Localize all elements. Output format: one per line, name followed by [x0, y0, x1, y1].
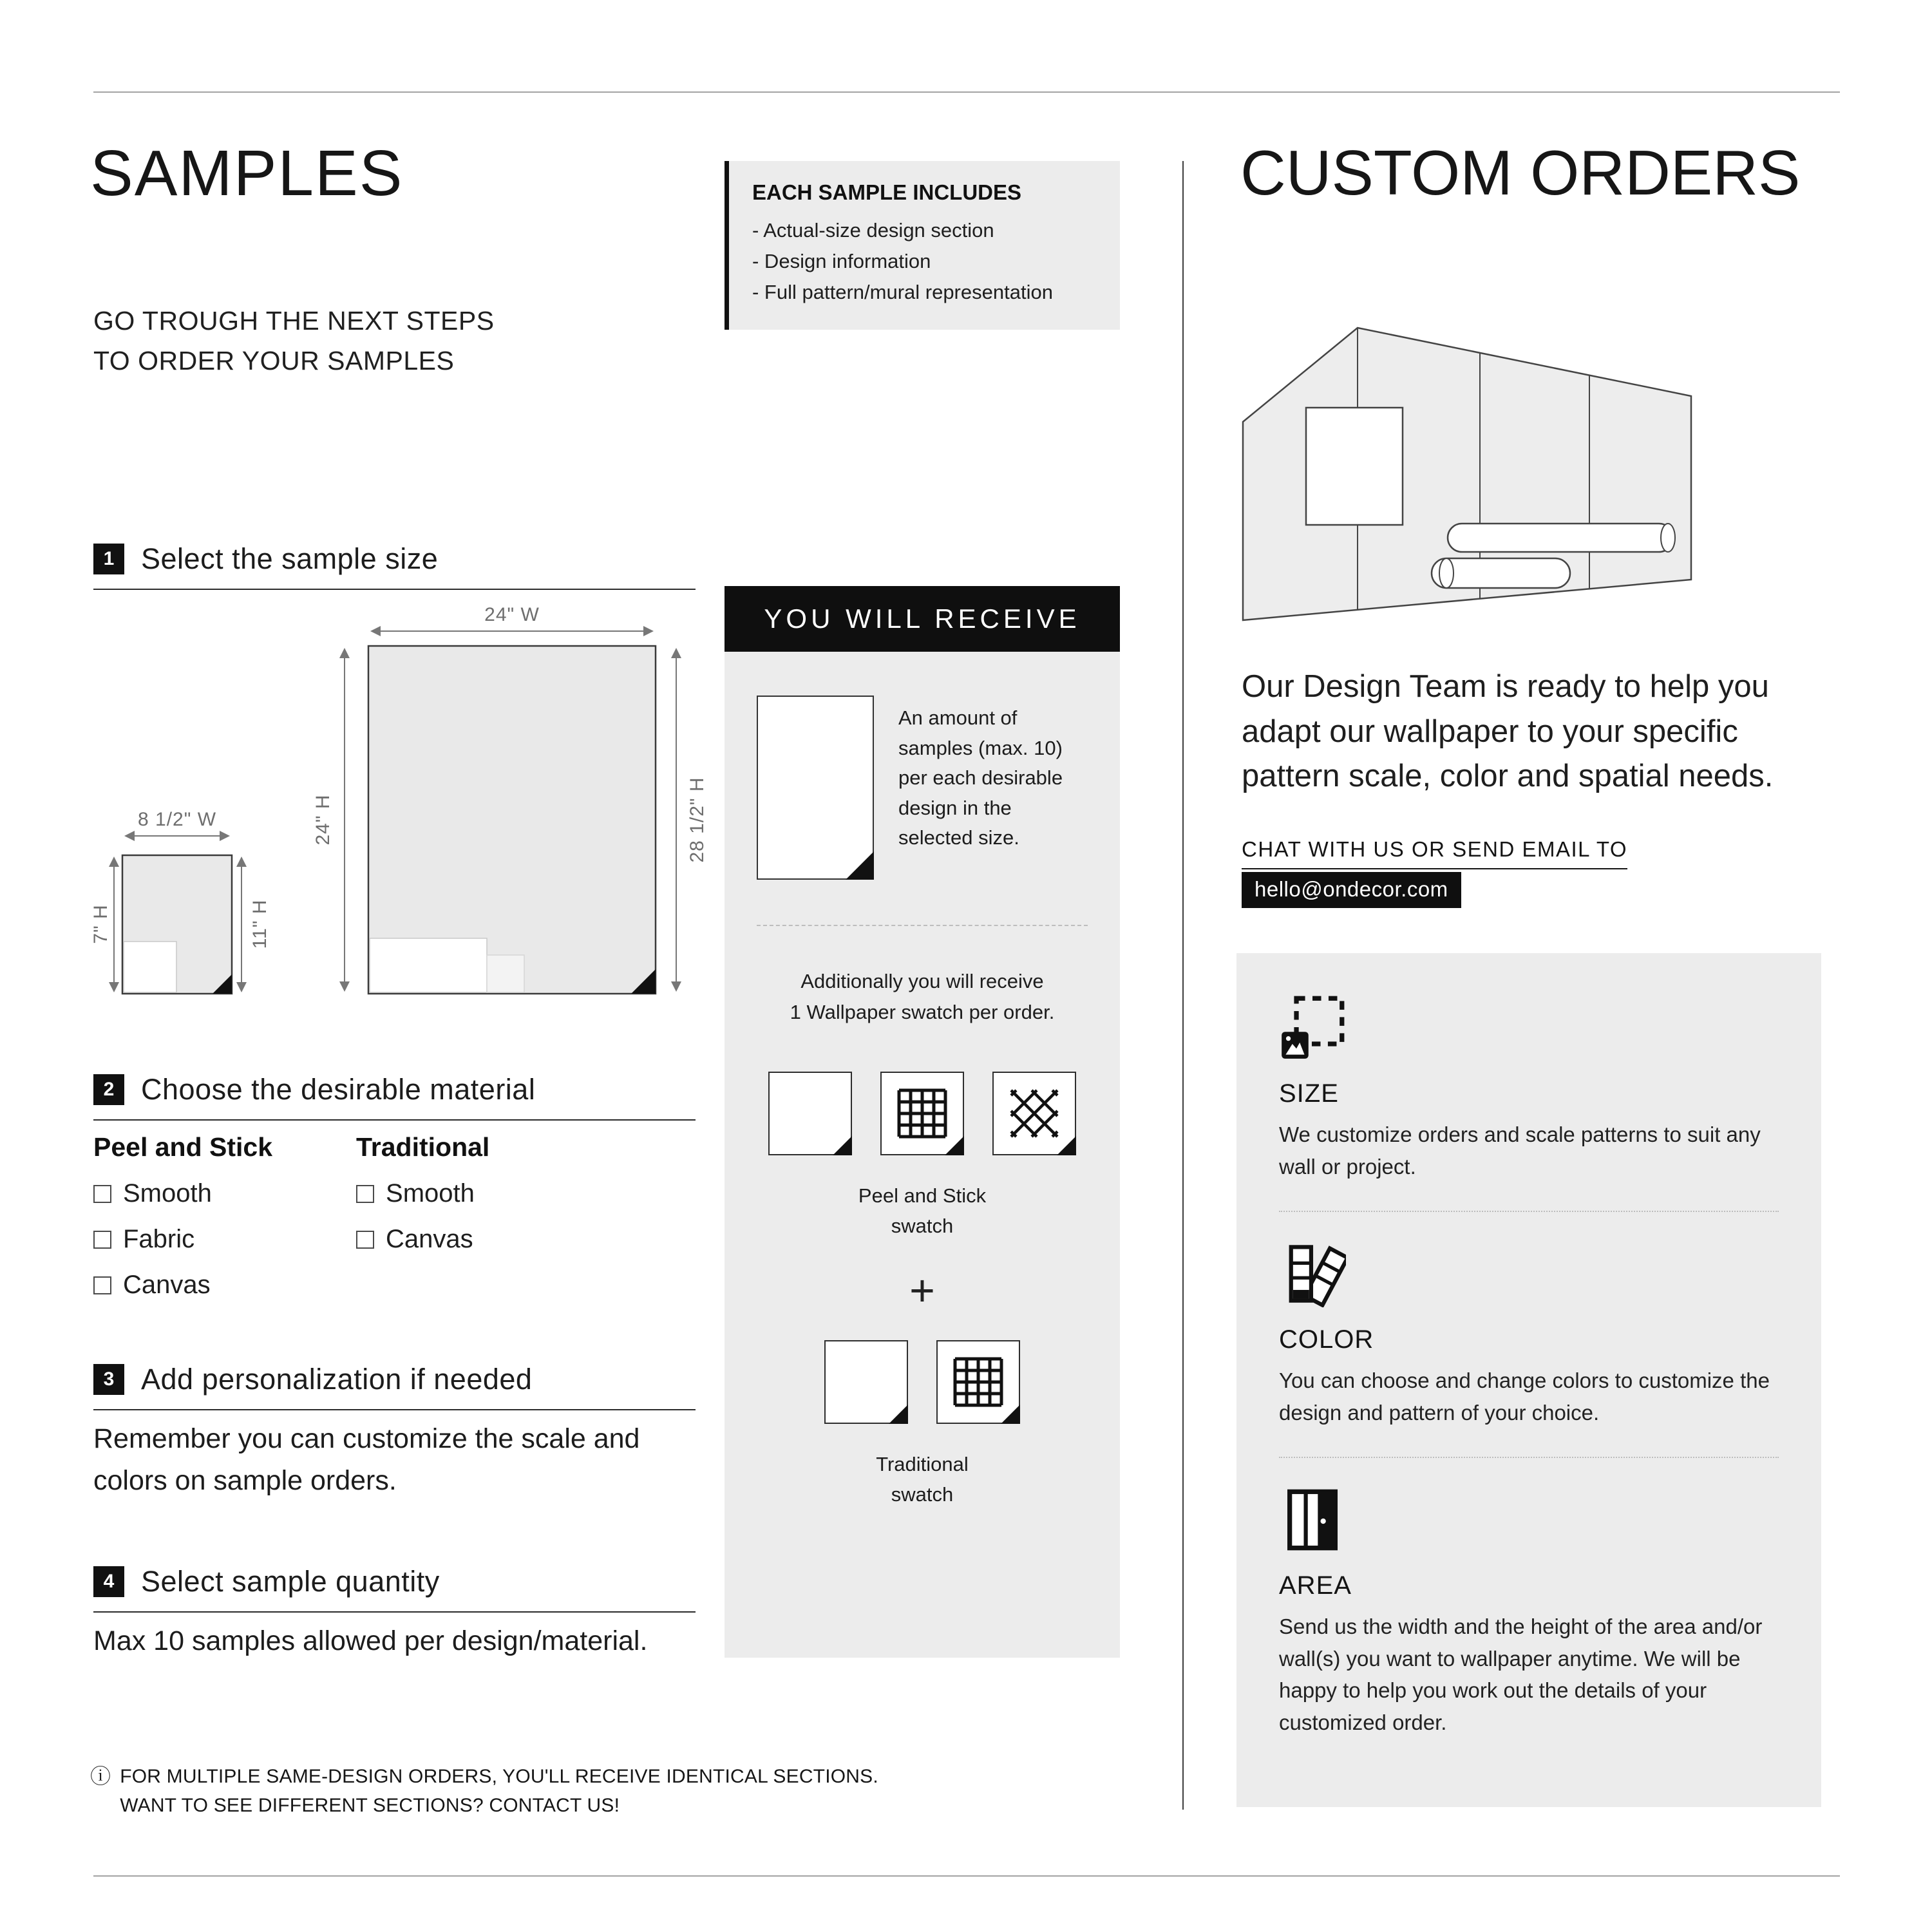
footer-note-text: FOR MULTIPLE SAME-DESIGN ORDERS, YOU'LL RECEIVE IDENTICAL SECTIONS. WANT TO SEE DIFFERENT SECTIONS? CONTACT US! — [120, 1766, 878, 1816]
plus-icon: + — [909, 1266, 935, 1316]
step3-text: Remember you can customize the scale and colors on sample orders. — [93, 1423, 640, 1496]
peel-swatch-row — [757, 1072, 1088, 1155]
samples-intro — [93, 301, 495, 381]
wall-area-icon — [1279, 1486, 1779, 1553]
samples-amount-text: An amount of samples (max. 10) per each desirable design in the selected size. — [898, 706, 1063, 849]
step4-label: Select sample quantity — [141, 1565, 440, 1598]
feature-size-heading: SIZE — [1279, 1079, 1339, 1108]
additional-line1: Additionally you will receive — [800, 970, 1044, 992]
folded-corner-icon — [1001, 1405, 1020, 1424]
includes-item: - Design information — [752, 250, 931, 273]
step1-number: 1 — [93, 544, 124, 574]
step2-label: Choose the desirable material — [141, 1073, 536, 1106]
traditional-swatch-label-line1: Traditional — [876, 1453, 969, 1476]
additional-line2: 1 Wallpaper swatch per order. — [790, 1001, 1055, 1024]
traditional-swatch-row — [757, 1340, 1088, 1424]
option-label: Smooth — [123, 1179, 212, 1208]
step1-label: Select the sample size — [141, 542, 439, 575]
sample-sheet — [1306, 408, 1403, 525]
traditional-heading: Traditional — [356, 1132, 490, 1162]
top-divider — [93, 91, 1840, 93]
checkbox-icon[interactable] — [93, 1231, 111, 1249]
traditional-swatch-label-line2: swatch — [891, 1482, 954, 1506]
crosshatch-swatch-icon — [992, 1072, 1076, 1155]
step4-number: 4 — [93, 1566, 124, 1597]
step4-text: Max 10 samples allowed per design/material. — [93, 1625, 648, 1656]
samples-amount-row — [757, 696, 1088, 880]
checkbox-peel-fabric[interactable] — [93, 1225, 272, 1254]
checkbox-traditional-canvas[interactable] — [356, 1225, 489, 1254]
roll-end — [1661, 524, 1675, 552]
samples-title: SAMPLES — [90, 137, 404, 209]
feature-area-text: Send us the width and the height of the area and/or wall(s) you want to wallpaper anytime. We will be happy to help you work out the details of your customized order. — [1279, 1615, 1763, 1734]
checkbox-peel-canvas[interactable] — [93, 1271, 272, 1300]
traditional-column — [356, 1132, 489, 1300]
checkbox-peel-smooth[interactable] — [93, 1179, 272, 1208]
folded-corner-icon — [889, 1405, 908, 1424]
grid-swatch-icon — [880, 1072, 964, 1155]
grid-pattern — [894, 1085, 951, 1142]
dotted-divider — [1279, 1457, 1779, 1458]
roll-end — [1439, 558, 1454, 588]
custom-orders-illustration — [1242, 325, 1692, 621]
small-height-left-label: 7" H — [90, 904, 111, 944]
step2-number: 2 — [93, 1074, 124, 1105]
bottom-divider — [93, 1875, 1840, 1877]
additional-text — [757, 966, 1088, 1028]
checkbox-traditional-smooth[interactable] — [356, 1179, 489, 1208]
step3-number: 3 — [93, 1364, 124, 1395]
step2-header — [93, 1073, 696, 1121]
large-sample-swatch-area — [370, 938, 487, 992]
checkbox-icon[interactable] — [356, 1231, 374, 1249]
option-label: Canvas — [386, 1225, 473, 1253]
wallpaper-roll — [1448, 524, 1673, 552]
peel-swatch-label-line2: swatch — [891, 1214, 954, 1237]
includes-item: - Actual-size design section — [752, 219, 994, 242]
grid-swatch-icon — [936, 1340, 1020, 1424]
plain-swatch-icon — [824, 1340, 908, 1424]
large-height-left-label: 24" H — [312, 794, 334, 846]
step4-header — [93, 1565, 696, 1613]
material-options — [93, 1132, 489, 1300]
includes-item: - Full pattern/mural representation — [752, 281, 1053, 304]
sample-page-icon — [757, 696, 874, 880]
step1-header — [93, 542, 696, 590]
custom-orders-description: Our Design Team is ready to help you adapt our wallpaper to your specific pattern scale, color and spatial needs. — [1242, 669, 1774, 794]
small-height-right-label: 11" H — [249, 899, 270, 949]
large-width-label: 24" W — [484, 604, 540, 625]
peel-and-stick-heading: Peel and Stick — [93, 1132, 273, 1162]
folded-corner-icon — [1057, 1136, 1076, 1155]
sample-includes-box — [724, 161, 1120, 330]
option-label: Smooth — [386, 1179, 475, 1208]
contact-label: CHAT WITH US OR SEND EMAIL TO — [1242, 837, 1627, 869]
traditional-swatch-label — [757, 1450, 1088, 1510]
feature-size — [1279, 994, 1779, 1182]
sample-size-diagram — [90, 598, 731, 1019]
step3-label: Add personalization if needed — [141, 1363, 533, 1396]
color-swatches-icon — [1279, 1240, 1779, 1307]
option-label: Canvas — [123, 1271, 211, 1299]
peel-and-stick-column — [93, 1132, 272, 1300]
footer-note — [90, 1762, 882, 1820]
dashed-divider — [757, 925, 1088, 926]
checkbox-icon[interactable] — [356, 1185, 374, 1203]
includes-heading: EACH SAMPLE INCLUDES — [752, 180, 1022, 204]
checkbox-icon[interactable] — [93, 1185, 111, 1203]
peel-swatch-label-line1: Peel and Stick — [858, 1184, 987, 1208]
folded-corner-icon — [846, 851, 874, 880]
feature-area — [1279, 1486, 1779, 1738]
feature-color-text: You can choose and change colors to customize the design and pattern of your choice. — [1279, 1368, 1770, 1425]
info-icon: ⓘ — [90, 1765, 111, 1788]
feature-color — [1279, 1240, 1779, 1428]
small-width-label: 8 1/2" W — [137, 809, 217, 830]
column-divider — [1182, 161, 1184, 1810]
you-will-receive-panel — [724, 652, 1120, 1658]
you-will-receive-header: YOU WILL RECEIVE — [724, 586, 1120, 652]
plain-swatch-icon — [768, 1072, 852, 1155]
feature-color-heading: COLOR — [1279, 1325, 1374, 1354]
samples-intro-line2: TO ORDER YOUR SAMPLES — [93, 345, 455, 375]
samples-intro-line1: GO TROUGH THE NEXT STEPS — [93, 306, 495, 336]
size-icon — [1279, 994, 1779, 1061]
peel-swatch-label — [757, 1181, 1088, 1241]
checkbox-icon[interactable] — [93, 1276, 111, 1294]
dotted-divider — [1279, 1211, 1779, 1212]
feature-size-text: We customize orders and scale patterns to suit any wall or project. — [1279, 1122, 1761, 1179]
small-sample-swatch-area — [124, 942, 176, 992]
grid-pattern — [950, 1354, 1007, 1410]
large-height-right-label: 28 1/2" H — [687, 777, 708, 863]
feature-area-heading: AREA — [1279, 1571, 1352, 1600]
large-sample-swatch-area-2 — [487, 955, 524, 992]
folded-corner-icon — [833, 1136, 852, 1155]
crosshatch-pattern — [1006, 1085, 1063, 1142]
step3-header — [93, 1363, 696, 1410]
option-label: Fabric — [123, 1225, 195, 1253]
folded-corner-icon — [945, 1136, 964, 1155]
custom-orders-title: CUSTOM ORDERS — [1240, 137, 1801, 208]
custom-orders-panel — [1236, 953, 1821, 1807]
email-badge[interactable]: hello@ondecor.com — [1242, 872, 1461, 908]
